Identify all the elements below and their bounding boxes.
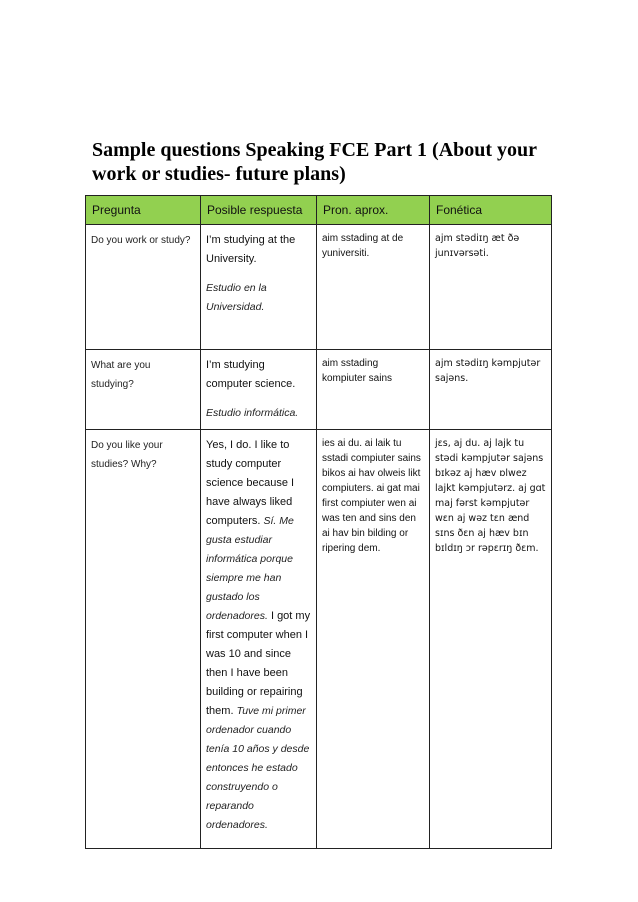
question-cell: Do you work or study? [86, 225, 201, 350]
answer-cell [201, 350, 317, 430]
question-cell: What are you studying? [86, 350, 201, 430]
answer-english: I got my first computer when I was 10 and since then I have been building or repairing them. [206, 610, 311, 717]
answer-english: I’m studying at the University. [206, 234, 296, 265]
document-title: Sample questions Speaking FCE Part 1 (About your work or studies- future plans) [92, 139, 537, 185]
header-pron-aprox: Pron. aprox. [317, 196, 430, 225]
questions-table [85, 195, 552, 849]
pronunciation-cell: aim sstading kompiuter sains [317, 350, 430, 430]
table-row [86, 225, 552, 350]
answer-spanish: Estudio informática. [206, 407, 299, 419]
pronunciation-cell: ies ai du. ai laik tu sstadi compiuter sains bikos ai hav olweis likt compiuters. ai gat mai first compiuter wen ai was ten and sins den ai hav bin bilding or ripering dem. [317, 430, 430, 849]
answer-combined [206, 436, 311, 835]
phonetic-cell: ajm stədiɪŋ æt ðə junɪvərsəti. [430, 225, 552, 350]
answer-spanish: Estudio en la Universidad. [206, 282, 267, 313]
question-cell: Do you like your studies? Why? [86, 430, 201, 849]
answer-english: Yes, I do. I like to study computer science because I have always liked computers. [206, 439, 295, 527]
header-pregunta: Pregunta [86, 196, 201, 225]
answer-cell [201, 225, 317, 350]
pronunciation-cell: aim sstading at de yuniversiti. [317, 225, 430, 350]
phonetic-cell: jɛs, aj du. aj lajk tu stədi kəmpjutər sajəns bɪkəz aj hæv ɒlwez lajkt kəmpjutərz. aj gɑt maj fərst kəmpjutər wɛn aj wəz tɛn ænd sɪns ðɛn aj hæv bɪn bɪldɪŋ ɔr rəpɛrɪŋ ðɛm. [430, 430, 552, 849]
header-posible-respuesta: Posible respuesta [201, 196, 317, 225]
answer-spanish: Sí. Me gusta estudiar informática porque siempre me han gustado los ordenadores. [206, 515, 294, 622]
phonetic-cell: ajm stədiɪŋ kəmpjutər sajəns. [430, 350, 552, 430]
answer-english: I’m studying computer science. [206, 359, 296, 390]
answer-spanish: Tuve mi primer ordenador cuando tenía 10 años y desde entonces he estado construyendo o reparando ordenadores. [206, 705, 310, 831]
table-header-row [86, 196, 552, 225]
header-fonetica: Fonética [430, 196, 552, 225]
table-row [86, 430, 552, 849]
answer-cell [201, 430, 317, 849]
table-row [86, 350, 552, 430]
